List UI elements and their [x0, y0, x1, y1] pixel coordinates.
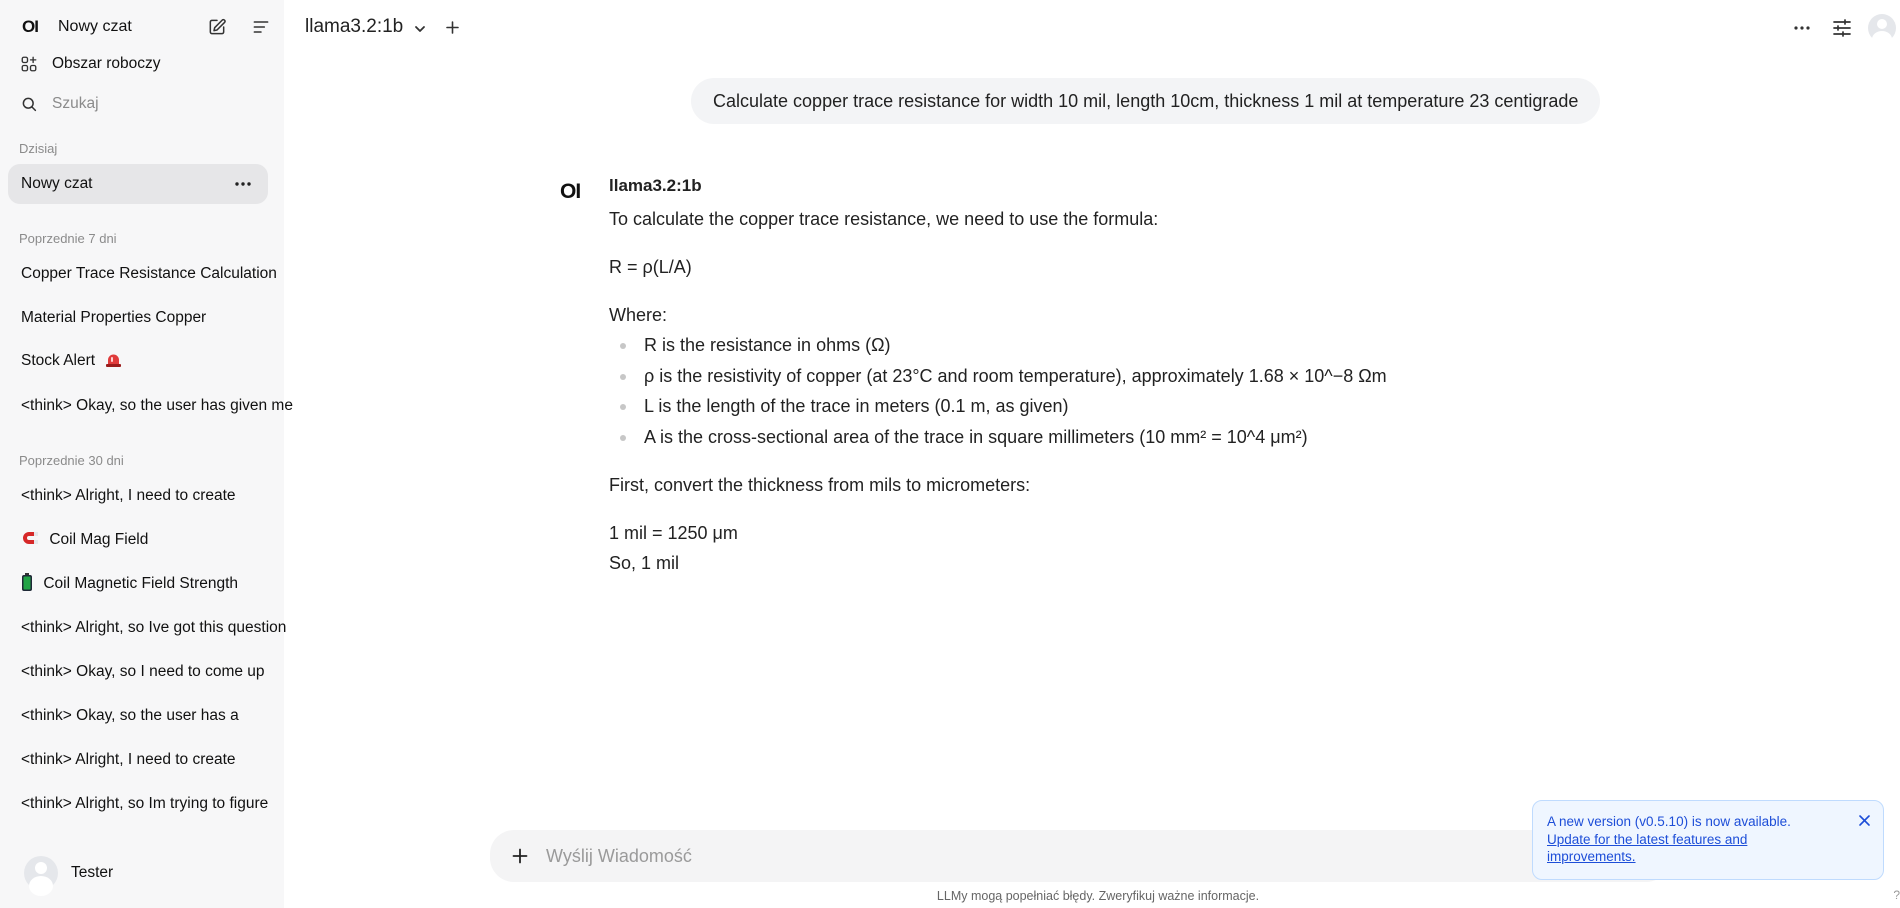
sidebar-header: [12, 12, 272, 42]
chat-item-label: Copper Trace Resistance Calculation: [21, 265, 277, 282]
chat-item-label: Nowy czat: [21, 175, 93, 192]
sidebar: [0, 0, 293, 908]
chat-item-label: Stock Alert: [21, 352, 96, 369]
paragraph: To calculate the copper trace resistance, we need to use the formula:: [609, 209, 1159, 229]
toast-message: A new version (v0.5.10) is now available.: [1547, 814, 1791, 829]
update-toast: [1532, 800, 1884, 880]
section-today: Dzisiaj: [19, 141, 58, 156]
chat-item-label: <think> Okay, so the user has given me: [21, 397, 293, 414]
chat-item-label: Coil Magnetic Field Strength: [43, 574, 239, 592]
list-item: ρ is the resistivity of copper (at 23°C and room temperature), approximately 1.68 × 10^−8 Ωm: [609, 361, 1459, 392]
new-chat-title[interactable]: Nowy czat: [58, 18, 132, 35]
chat-item[interactable]: [8, 342, 268, 382]
paragraph: Where:: [609, 305, 668, 325]
chat-item[interactable]: [8, 298, 268, 338]
chat-item[interactable]: [8, 652, 268, 692]
top-bar: [284, 0, 1900, 56]
chat-item-label: <think> Alright, I need to create: [21, 487, 236, 504]
update-link[interactable]: Update for the latest features and improvements.: [1547, 831, 1748, 864]
siren-icon: [105, 352, 122, 372]
model-name: llama3.2:1b: [305, 16, 404, 37]
top-bar-actions: [1776, 14, 1900, 42]
chat-item[interactable]: [8, 564, 268, 604]
assistant-content: [609, 204, 1459, 578]
assistant-name: llama3.2:1b: [609, 176, 702, 195]
close-icon[interactable]: [1857, 813, 1871, 827]
search-row: [20, 95, 252, 113]
list-item: R is the resistance in ohms (Ω): [609, 330, 1459, 361]
chat-item[interactable]: [8, 696, 268, 736]
message-input[interactable]: [546, 846, 1446, 867]
more-icon[interactable]: [1788, 14, 1816, 42]
section-prev30: Poprzednie 30 dni: [19, 453, 124, 468]
search-input[interactable]: [52, 95, 252, 113]
more-options-icon[interactable]: [232, 173, 254, 195]
chat-item-label: Material Properties Copper: [21, 309, 207, 326]
plus-icon: [512, 848, 528, 864]
chat-item[interactable]: [8, 608, 287, 648]
attach-button[interactable]: [506, 842, 534, 870]
workspace-icon: [20, 55, 38, 73]
assistant-logo: OI: [560, 180, 581, 203]
list-item: A is the cross-sectional area of the trace in square millimeters (10 mm² = 10^4 μm²): [609, 422, 1459, 453]
plus-icon: [446, 21, 459, 34]
disclaimer: LLMy mogą popełniać błędy. Zweryfikuj ważne informacje.: [936, 889, 1260, 903]
chat-item[interactable]: [8, 254, 277, 294]
chat-item[interactable]: [8, 386, 293, 426]
chat-item-active[interactable]: [8, 164, 268, 204]
list-item: L is the length of the trace in meters (0.1 m, as given): [609, 391, 1459, 422]
add-model-button[interactable]: [442, 16, 462, 38]
battery-icon: [21, 573, 33, 596]
paragraph: First, convert the thickness from mils to micrometers:: [609, 475, 1031, 495]
chat-item-label: <think> Alright, I need to create: [21, 751, 236, 768]
chat-item-label: <think> Okay, so the user has a: [21, 707, 239, 724]
magnet-icon: [21, 530, 39, 551]
settings-sliders-icon[interactable]: [1828, 14, 1856, 42]
formula: R = ρ(L/A): [609, 257, 692, 277]
help-button[interactable]: ?: [1893, 888, 1900, 902]
bullet-list: [609, 330, 1459, 452]
search-icon: [20, 95, 38, 113]
chat-item-label: Coil Mag Field: [49, 530, 149, 548]
workspace-link[interactable]: [20, 55, 161, 73]
chat-item[interactable]: [8, 520, 268, 560]
section-prev7: Poprzednie 7 dni: [19, 231, 117, 246]
user-name: Tester: [71, 864, 114, 881]
chat-item[interactable]: [8, 740, 268, 780]
chat-item-label: <think> Alright, so Ive got this question: [21, 619, 287, 636]
user-message: Calculate copper trace resistance for width 10 mil, length 10cm, thickness 1 mil at temperature 23 centigrade: [691, 78, 1600, 124]
chat-item[interactable]: [8, 784, 268, 824]
paragraph: 1 mil = 1250 μm: [609, 523, 738, 543]
chat-item[interactable]: [8, 476, 268, 516]
user-avatar[interactable]: [1868, 14, 1896, 42]
workspace-label: Obszar roboczy: [52, 55, 161, 72]
avatar: [24, 856, 58, 890]
message-composer: [490, 830, 1670, 882]
menu-icon[interactable]: [250, 16, 272, 38]
chevron-down-icon: [413, 20, 427, 34]
user-menu[interactable]: [24, 856, 113, 890]
paragraph: So, 1 mil: [609, 553, 680, 573]
chat-item-label: <think> Alright, so Im trying to figure: [21, 795, 269, 812]
model-selector[interactable]: [305, 16, 427, 38]
app-logo[interactable]: OI: [22, 17, 38, 36]
edit-icon[interactable]: [206, 16, 228, 38]
chat-item-label: <think> Okay, so I need to come up: [21, 663, 265, 680]
